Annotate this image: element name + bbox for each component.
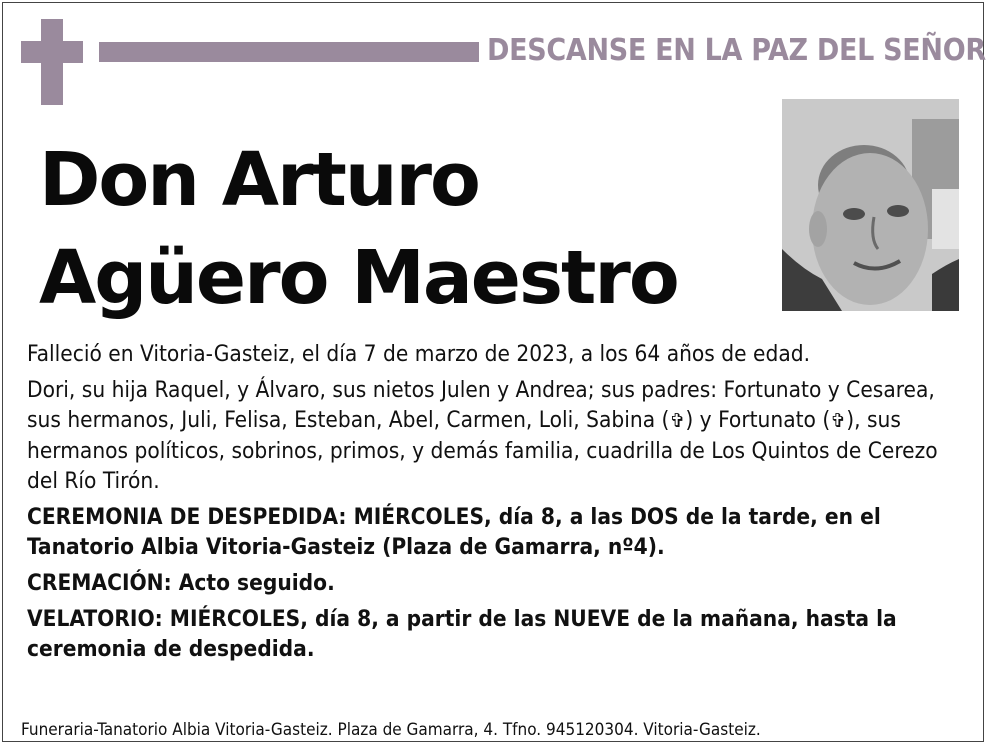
deceased-name-line1: Don Arturo	[39, 137, 479, 223]
header-title: DESCANSE EN LA PAZ DEL SEÑOR	[487, 33, 986, 68]
deceased-name-line2: Agüero Maestro	[39, 235, 678, 321]
funeral-home-footer: Funeraria-Tanatorio Albia Vitoria-Gasteiz. Plaza de Gamarra, 4. Tfno. 945120304. Vitoria-Gasteiz.	[21, 720, 761, 740]
wake-paragraph	[27, 604, 947, 664]
header-rule	[99, 42, 479, 62]
family-text-1: Dori, su hija Raquel, y Álvaro, sus nietos Julen y Andrea; sus padres: Fortunato y Cesarea, sus hermanos, Juli, Felisa, Esteban, Abel, Carmen, Loli, Sabina (	[27, 377, 935, 433]
obituary-notice	[2, 2, 984, 742]
death-line: Falleció en Vitoria-Gasteiz, el día 7 de marzo de 2023, a los 64 años de edad.	[27, 341, 811, 367]
ceremony-paragraph	[27, 502, 947, 562]
wake-text: VELATORIO: MIÉRCOLES, día 8, a partir de las NUEVE de la mañana, hasta la ceremonia de despedida.	[27, 606, 897, 662]
deceased-name	[39, 131, 678, 327]
portrait-illustration	[782, 99, 959, 311]
cremation-text: CREMACIÓN: Acto seguido.	[27, 570, 335, 596]
portrait-photo	[782, 99, 959, 311]
family-text-2: ) y Fortunato (	[685, 407, 831, 433]
ceremony-text: CEREMONIA DE DESPEDIDA: MIÉRCOLES, día 8, a las DOS de la tarde, en el Tanatorio Albia Vitoria-Gasteiz (Plaza de Gamarra, nº4).	[27, 504, 881, 560]
notice-body	[27, 339, 947, 670]
family-text-3: ), sus hermanos políticos, sobrinos, primos, y demás familia, cuadrilla de Los Quintos de Cerezo del Río Tirón.	[27, 407, 938, 494]
cremation-paragraph	[27, 568, 947, 598]
family-paragraph	[27, 375, 947, 496]
cross-symbol-icon: ✞	[830, 410, 847, 432]
cross-symbol-icon: ✞	[669, 410, 686, 432]
cross-horizontal-bar	[21, 41, 83, 63]
